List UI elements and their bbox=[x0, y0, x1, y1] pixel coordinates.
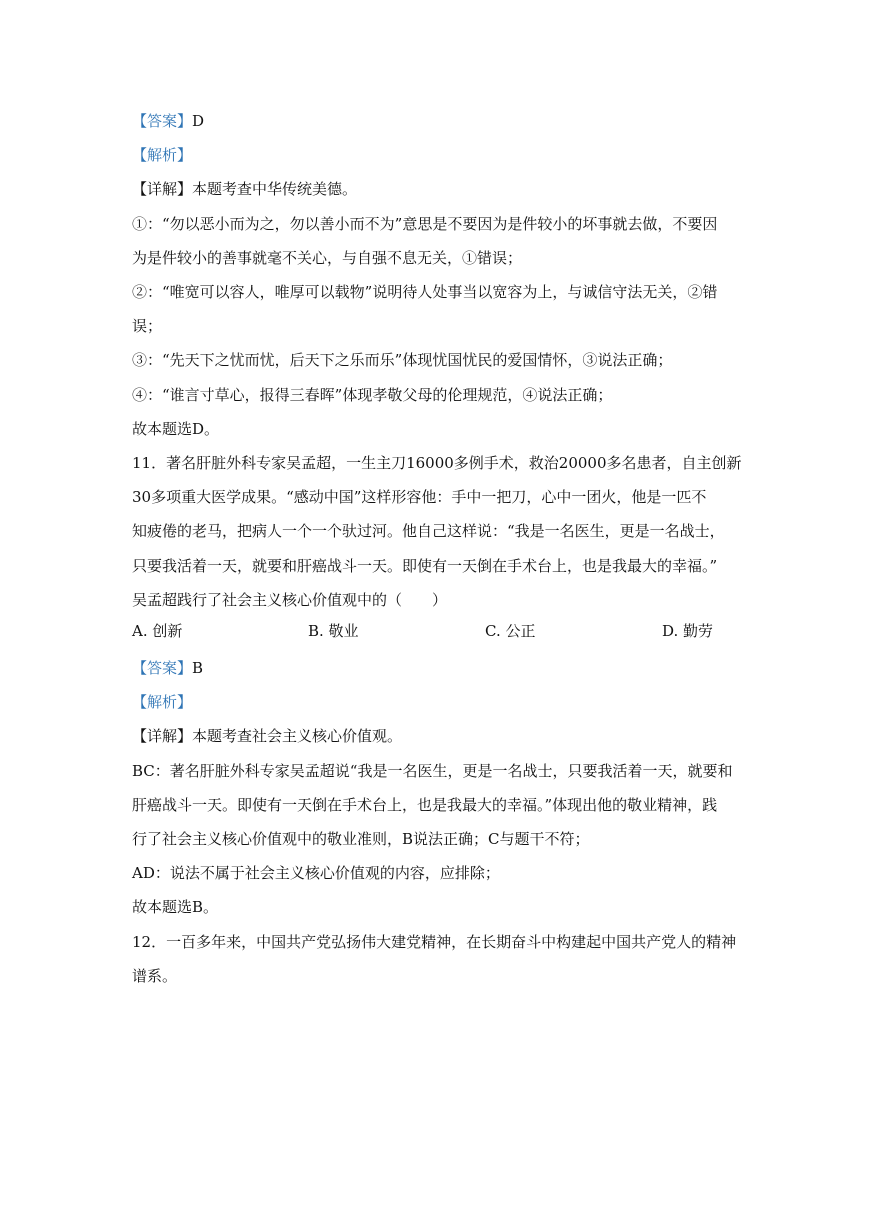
paragraph-line: ③：“先天下之忧而忧，后天下之乐而乐”体现忧国忧民的爱国情怀，③说法正确； bbox=[132, 351, 673, 369]
detail-label: 【详解】 bbox=[132, 180, 193, 198]
detail-label: 【详解】 bbox=[132, 727, 193, 745]
question-line: 吴孟超践行了社会主义核心价值观中的（ ） bbox=[132, 591, 448, 609]
paragraph-line: AD：说法不属于社会主义核心价值观的内容，应排除； bbox=[132, 864, 500, 882]
question-line: 只要我活着一天，就要和肝癌战斗一天。即使有一天倒在手术台上，也是我最大的幸福。” bbox=[132, 557, 718, 575]
answer-label: 【答案】 bbox=[132, 659, 193, 677]
paragraph-line: 为是件较小的善事就毫不关心，与自强不息无关，①错误； bbox=[132, 249, 523, 267]
option-a: A. 创新 bbox=[132, 622, 183, 640]
paragraph-line: 行了社会主义核心价值观中的敬业准则，B说法正确；C与题干不符； bbox=[132, 830, 590, 848]
options-row bbox=[132, 620, 732, 642]
detail-line bbox=[132, 725, 737, 747]
paragraph-line: BC：著名肝脏外科专家吴孟超说“我是一名医生，更是一名战士，只要我活着一天，就要和 bbox=[132, 762, 733, 780]
option-d: D. 勤劳 bbox=[662, 622, 714, 640]
paragraph-line: 误； bbox=[132, 317, 163, 335]
answer-line bbox=[132, 110, 737, 132]
option-b: B. 敬业 bbox=[308, 622, 359, 640]
paragraph-line: 肝癌战斗一天。即使有一天倒在手术台上，也是我最大的幸福。”体现出他的敬业精神，践 bbox=[132, 796, 718, 814]
analysis-label: 【解析】 bbox=[132, 693, 193, 711]
paragraph-line: ①：“勿以恶小而为之，勿以善小而不为”意思是不要因为是件较小的坏事就去做，不要因 bbox=[132, 215, 718, 233]
paragraph-line: ②：“唯宽可以容人，唯厚可以载物”说明待人处事当以宽容为上，与诚信守法无关，②错 bbox=[132, 283, 718, 301]
paragraph-line: ④：“谁言寸草心，报得三春晖”体现孝敬父母的伦理规范，④说法正确； bbox=[132, 386, 613, 404]
answer-value: B bbox=[192, 659, 204, 677]
conclusion-line: 故本题选B。 bbox=[132, 898, 219, 916]
detail-line bbox=[132, 178, 737, 200]
question-line: 30多项重大医学成果。“感动中国”这样形容他：手中一把刀，心中一团火，他是一匹不 bbox=[132, 488, 707, 506]
question-line: 12．一百多年来，中国共产党弘扬伟大建党精神，在长期奋斗中构建起中国共产党人的精神 bbox=[132, 933, 737, 951]
detail-text: 本题考查中华传统美德。 bbox=[192, 180, 358, 198]
conclusion-line: 故本题选D。 bbox=[132, 420, 220, 438]
detail-text: 本题考查社会主义核心价值观。 bbox=[192, 727, 403, 745]
answer-line bbox=[132, 657, 737, 679]
answer-value: D bbox=[192, 112, 205, 130]
question-line: 谱系。 bbox=[132, 967, 178, 985]
question-line: 11．著名肝脏外科专家吴孟超，一生主刀16000多例手术，救治20000多名患者，自主创新 bbox=[132, 454, 742, 472]
analysis-label: 【解析】 bbox=[132, 146, 193, 164]
answer-label: 【答案】 bbox=[132, 112, 193, 130]
question-line: 知疲倦的老马，把病人一个一个驮过河。他自己这样说：“我是一名医生，更是一名战士， bbox=[132, 522, 725, 540]
option-c: C. 公正 bbox=[485, 622, 536, 640]
